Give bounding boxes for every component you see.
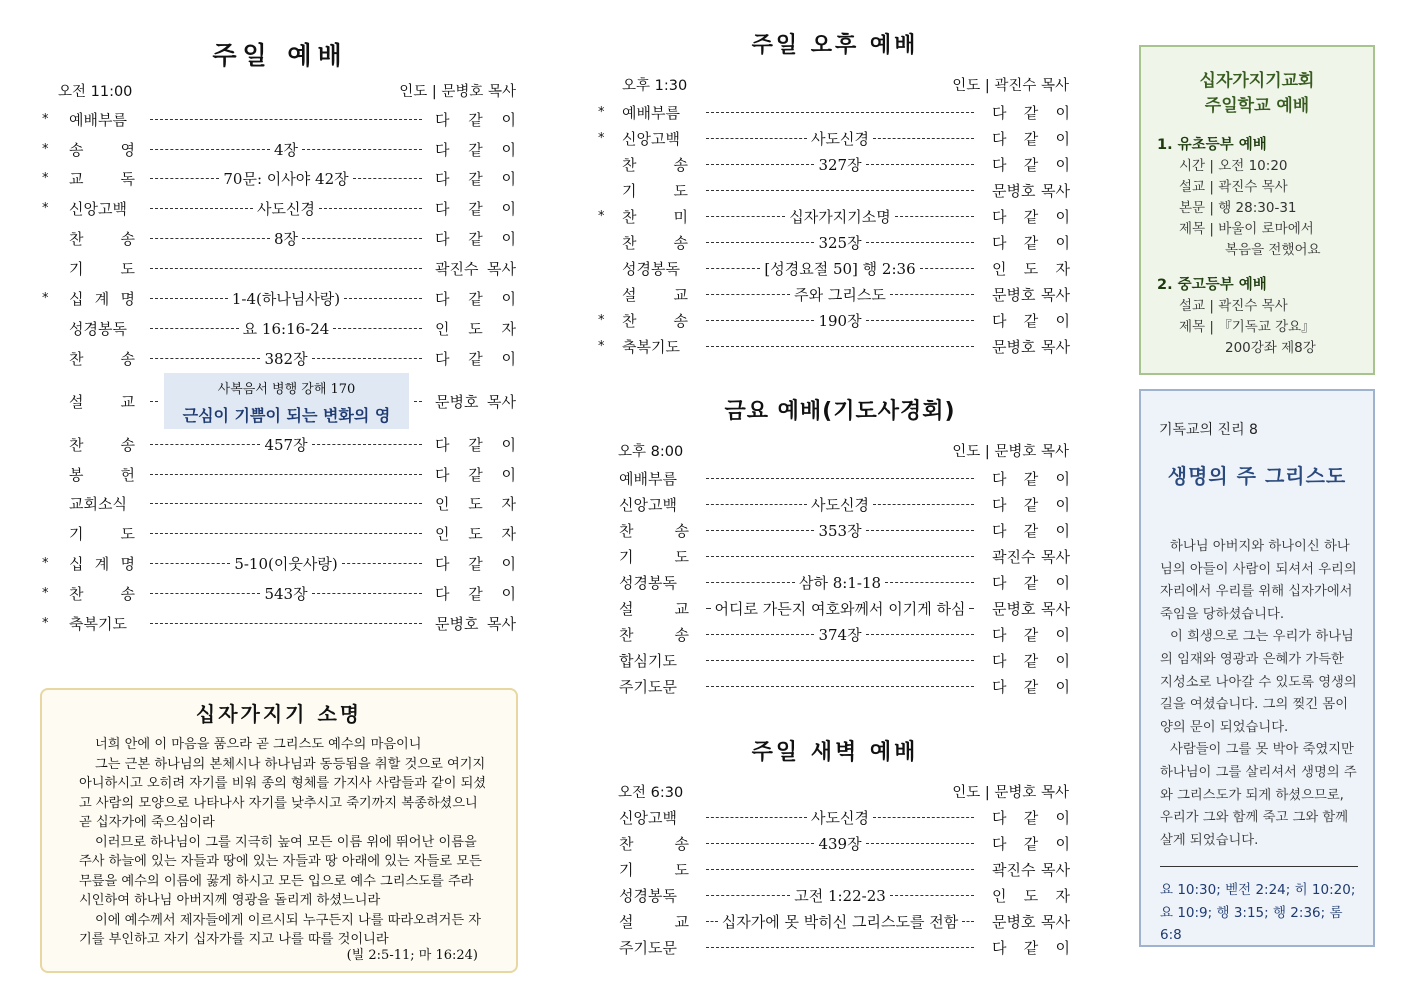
order-row [42,255,520,281]
order-item-name: 기 도 [69,524,135,543]
order-item-name: 송 영 [69,140,135,159]
order-item-detail-text: 사도신경 [811,495,869,514]
order-item-name: 성경봉독 [622,259,680,278]
order-item-name: 기 도 [622,181,688,200]
order-item-name: 합심기도 [619,651,677,670]
order-item-leader: 다 같 이 [435,229,516,248]
order-item-detail [706,232,974,253]
order-item-name: 찬 송 [619,625,689,644]
order-item-detail [150,318,422,339]
stand-marker: * [598,130,605,146]
order-item-detail [706,478,974,479]
order-item-name: 찬 송 [69,584,135,603]
order-item-detail-text: 십자가지기소명 [789,207,891,226]
calling-line: 너희 안에 이 마음을 품으라 곧 그리스도 예수의 마음이니 [95,737,422,752]
order-row [42,195,520,221]
order-item-name: 기 도 [69,259,135,278]
order-item-detail-text: 사도신경 [811,808,869,827]
order-item-leader: 문병호 목사 [992,337,1070,356]
order-item-leader: 다 같 이 [435,199,516,218]
order-item-name: 성경봉독 [69,319,127,338]
church-name: 십자가지기교회 [1199,71,1315,91]
elementary-text: 본문 | 행 28:30-31 [1179,200,1297,216]
order-item-name: 예배부름 [69,110,127,129]
truth-subtitle: 기독교의 진리 8 [1159,422,1258,438]
order-item-name: 찬 송 [619,521,689,540]
order-item-detail-text: 주와 그리스도 [794,285,886,304]
order-item-leader: 곽진수 목사 [992,860,1070,879]
truth-paragraph: 이 희생으로 그는 우리가 하나님의 임재와 영광과 은혜가 가득한 지성소로 나아갈 수 있도록 영생의 길을 여셨습니다. 그의 찢긴 몸이 양의 문이 되었습니다. [1160,629,1357,735]
order-item-detail [150,168,422,189]
order-item-detail [706,660,974,661]
order-item-name: 신앙고백 [69,199,127,218]
order-item-leader: 문병호 목사 [435,614,516,633]
order-item-detail-text: 325장 [818,233,862,252]
order-item-leader: 다 같 이 [435,110,516,129]
order-item-detail [150,228,422,249]
order-row [598,908,1073,934]
order-item-dash [414,401,422,402]
order-row [598,517,1073,543]
order-row [598,569,1073,595]
order-item-detail [706,494,974,515]
order-item-detail [706,833,974,854]
order-item-name: 주기도문 [619,677,677,696]
youth-subject-cont: 200강좌 제8강 [1225,340,1316,356]
order-item-detail [706,947,974,948]
stand-marker: * [598,312,605,328]
order-item-detail [150,119,422,120]
order-item-name: 찬 송 [69,349,135,368]
order-item-leader: 다 같 이 [435,435,516,454]
truth-paragraph: 하나님 아버지와 하나이신 하나님의 아들이 사람이 되셔서 우리의 자리에서 우리를 위해 십자가에서 죽임을 당하셨습니다. [1160,539,1357,622]
order-row [42,461,520,487]
elementary-details [1179,156,1373,261]
order-item-detail-text: 4장 [273,140,299,159]
calling-line: 그는 근본 하나님의 본체시나 하나님과 동등됨을 취할 것으로 여기지 아니하시고 오히려 자기를 비워 종의 형체를 가지사 사람들과 같이 되셨고 사람의 모양으로 나타나사 자기를 낮추시고 죽기까지 복종하셨으니 곧 십자가에 죽으심이라 [79,756,487,830]
order-item-name: 신앙고백 [622,129,680,148]
order-item-detail [706,154,974,175]
sunday-school-title [1141,69,1373,119]
elementary-subject: 제목 | 바울이 로마에서 [1179,221,1314,237]
order-item-leader: 문병호 목사 [992,285,1070,304]
order-item-detail [150,268,422,269]
order-row [42,520,520,546]
order-item-detail [706,284,974,305]
order-row [42,106,520,132]
order-item-leader: 다 같 이 [992,233,1070,252]
order-item-name: 설 교 [619,912,689,931]
dawn-time: 오전 6:30 [618,785,684,801]
order-row [598,621,1073,647]
friday-leader: 인도 | 문병호 목사 [952,444,1069,460]
afternoon-time: 오후 1:30 [622,78,688,94]
order-item-name: 기 도 [619,547,689,566]
order-item-detail-text: 5-10(이웃사랑) [234,554,338,573]
stand-marker: * [42,111,49,127]
order-row [598,307,1073,333]
order-item-detail-text: 고전 1:22-23 [794,886,886,905]
sunday-school-box [1139,45,1375,375]
order-item-leader: 다 같 이 [992,651,1070,670]
order-item-name: 설 교 [622,285,688,304]
sunday-meta [58,80,516,101]
order-item-detail-text: 1-4(하나님사랑) [231,289,341,308]
sermon-title-box [164,373,409,429]
order-item-detail [150,348,422,369]
order-row [598,229,1073,255]
stand-marker: * [598,104,605,120]
dawn-meta [618,781,1069,802]
order-item-leader: 다 같 이 [435,289,516,308]
order-item-name: 찬 송 [622,155,688,174]
afternoon-meta [622,74,1069,95]
order-row [598,647,1073,673]
truth-paragraph: 사람들이 그를 못 박아 죽였지만 하나님이 그를 살리셔서 생명의 주와 그리스도가 되게 하셨으므로, 우리가 그와 함께 죽고 그와 함께 살게 되었습니다. [1160,742,1357,848]
order-item-detail [706,686,974,687]
order-item-detail [706,346,974,347]
order-item-leader: 다 같 이 [992,311,1070,330]
order-item-leader: 다 같 이 [992,677,1070,696]
order-row [598,465,1073,491]
youth-section [1157,273,1373,359]
order-row [42,580,520,606]
order-item-detail [706,885,974,906]
sermon-series: 사복음서 병행 강해 170 [217,382,356,397]
order-item-name: 축복기도 [622,337,680,356]
order-row [598,151,1073,177]
order-row [598,203,1073,229]
order-item-name: 찬 송 [69,435,135,454]
stand-marker: * [42,585,49,601]
order-item-detail-text: 327장 [818,155,862,174]
order-row [598,177,1073,203]
order-item-leader: 다 같 이 [435,584,516,603]
order-item-leader: 곽진수 목사 [992,547,1070,566]
order-item-detail [706,520,974,541]
order-item-name: 십 계 명 [69,554,135,573]
truth-title: 생명의 주 그리스도 [1167,464,1347,488]
order-row [42,490,520,516]
order-item-name: 예배부름 [622,103,680,122]
youth-subject: 제목 | 『기독교 강요』 [1179,319,1315,335]
order-item-leader: 다 같 이 [992,469,1070,488]
order-item-leader: 인 도 자 [435,319,516,338]
friday-time: 오후 8:00 [618,444,684,460]
order-item-detail [706,112,974,113]
order-item-detail-text: 353장 [818,521,862,540]
order-item-detail [150,553,422,574]
friday-meta [618,440,1069,461]
order-item-detail [706,310,974,331]
order-item-detail-text: 439장 [818,834,862,853]
stand-marker: * [42,141,49,157]
order-item-name: 성경봉독 [619,886,677,905]
order-item-leader: 다 같 이 [435,349,516,368]
sunday-time: 오전 11:00 [58,84,133,100]
order-item-name: 신앙고백 [619,808,677,827]
order-item-detail [706,911,974,932]
truth-body [1160,536,1358,852]
calling-box [40,688,518,973]
order-item-detail-text: 삼하 8:1-18 [798,573,882,592]
order-row [42,431,520,457]
order-row [598,543,1073,569]
elementary-section [1157,133,1373,261]
order-item-leader: 다 같 이 [992,625,1070,644]
sunday-title: 주일 예배 [212,41,348,70]
order-item-leader: 다 같 이 [992,103,1070,122]
order-item-name: 신앙고백 [619,495,677,514]
order-row [42,165,520,191]
order-item-leader: 다 같 이 [992,495,1070,514]
order-item-name: 설 교 [619,599,689,618]
truth-references: 요 10:30; 벧전 2:24; 히 10:20; 요 10:9; 행 3:15; 행 2:36; 롬 6:8 [1160,882,1356,944]
calling-line: 이러므로 하나님이 그를 지극히 높여 모든 이름 위에 뛰어난 이름을 주사 하늘에 있는 자들과 땅에 있는 자들과 땅 아래에 있는 자들로 모든 무릎을 예수의 이름에 꿇게 하시고 모든 입으로 예수 그리스도를 주라 시인하여 하나님 아버지께 영광을 돌리게 하셨느니라 [79,834,482,908]
order-item-leader: 다 같 이 [435,169,516,188]
order-item-leader: 다 같 이 [435,140,516,159]
calling-reference: (빌 2:5-11; 마 16:24) [346,948,478,963]
stand-marker: * [42,170,49,186]
order-item-detail-text: 543장 [264,584,308,603]
order-item-name: 찬 송 [622,233,688,252]
order-item-detail-text: 사도신경 [811,129,869,148]
order-item-leader: 다 같 이 [992,938,1070,957]
order-item-name: 찬 송 [69,229,135,248]
stand-marker: * [42,290,49,306]
stand-marker: * [598,338,605,354]
order-row [42,610,520,636]
order-item-leader: 다 같 이 [992,207,1070,226]
order-item-name: 설 교 [69,392,135,411]
order-item-detail [706,128,974,149]
order-row [42,345,520,371]
order-item-name: 축복기도 [69,614,127,633]
order-item-detail [706,190,974,191]
order-item-leader: 다 같 이 [992,808,1070,827]
order-row [598,804,1073,830]
order-row [598,934,1073,960]
order-item-detail [150,139,422,160]
order-item-detail [150,198,422,219]
dawn-title: 주일 새벽 예배 [751,740,919,765]
order-item-leader: 인 도 자 [435,524,516,543]
order-item-detail [706,258,974,279]
order-row [42,315,520,341]
order-item-name: 십 계 명 [69,289,135,308]
order-item-leader: 다 같 이 [992,834,1070,853]
order-row [598,830,1073,856]
order-item-leader: 인 도 자 [992,259,1070,278]
elementary-preacher: 설교 | 곽진수 목사 [1179,179,1288,195]
order-item-name: 봉 헌 [69,465,135,484]
order-row [598,595,1073,621]
order-item-detail [706,598,974,619]
sunday-leader: 인도 | 문병호 목사 [399,84,516,100]
elementary-heading: 1. 유초등부 예배 [1157,137,1267,153]
order-row [598,882,1073,908]
order-item-detail-text: 8장 [273,229,299,248]
calling-text [79,735,489,950]
order-row [42,136,520,162]
order-item-name: 교 독 [69,169,135,188]
order-item-leader: 다 같 이 [992,521,1070,540]
order-item-name: 찬 미 [622,207,688,226]
sermon-title: 근심이 기쁨이 되는 변화의 영 [182,406,391,425]
stand-marker: * [42,615,49,631]
dawn-leader: 인도 | 문병호 목사 [952,785,1069,801]
stand-marker: * [42,555,49,571]
order-item-detail [706,206,974,227]
order-row [598,491,1073,517]
order-item-leader: 문병호 목사 [992,181,1070,200]
order-item-detail-text: 사도신경 [257,199,315,218]
order-item-detail-text: 374장 [818,625,862,644]
school-worship-label: 주일학교 예배 [1204,96,1310,116]
order-item-name: 주기도문 [619,938,677,957]
order-item-detail [150,623,422,624]
order-row [598,673,1073,699]
order-row [598,281,1073,307]
order-item-name: 기 도 [619,860,689,879]
order-item-leader: 다 같 이 [435,465,516,484]
order-item-leader: 인 도 자 [992,886,1070,905]
order-item-detail [150,288,422,309]
friday-title: 금요 예배(기도사경회) [724,399,956,424]
order-item-detail [706,556,974,557]
order-item-name: 교회소식 [69,494,127,513]
order-row [598,856,1073,882]
order-item-detail [150,474,422,475]
order-item-detail [150,583,422,604]
order-row [42,225,520,251]
order-item-leader: 곽진수 목사 [435,259,516,278]
order-item-leader: 문병호 목사 [992,912,1070,931]
calling-line: 이에 예수께서 제자들에게 이르시되 누구든지 나를 따라오려거든 자기를 부인하고 자기 십자가를 지고 나를 따를 것이니라 [79,912,482,947]
order-item-leader: 인 도 자 [435,494,516,513]
order-item-detail-text: [성경요절 50] 행 2:36 [764,259,916,278]
order-item-detail-text: 382장 [264,349,308,368]
order-row [42,285,520,311]
elementary-time: 시간 | 오전 10:20 [1179,158,1288,174]
order-item-leader: 다 같 이 [992,573,1070,592]
order-item-name: 예배부름 [619,469,677,488]
truth-box [1139,389,1375,947]
order-row [598,99,1073,125]
order-item-detail [706,807,974,828]
elementary-subject-cont: 복음을 전했어요 [1225,242,1321,258]
order-item-detail-text: 요 16:16-24 [242,319,330,338]
order-item-detail-text: 70문: 이사야 42장 [223,169,349,188]
order-item-detail-text: 어디로 가든지 여호와께서 이기게 하심 [714,599,966,618]
truth-divider [1160,866,1358,867]
youth-preacher: 설교 | 곽진수 목사 [1179,298,1288,314]
calling-title: 십자가지기 소명 [195,702,363,726]
order-item-detail [706,572,974,593]
order-item-detail [150,533,422,534]
order-item-detail-text: 190장 [818,311,862,330]
order-item-detail-text: 십자가에 못 박히신 그리스도를 전함 [721,912,959,931]
youth-heading: 2. 중고등부 예배 [1157,277,1267,293]
order-item-leader: 문병호 목사 [435,392,516,411]
afternoon-leader: 인도 | 곽진수 목사 [952,78,1069,94]
order-item-detail [150,503,422,504]
stand-marker: * [42,200,49,216]
order-item-leader: 문병호 목사 [992,599,1070,618]
order-item-leader: 다 같 이 [992,155,1070,174]
order-row [42,550,520,576]
order-item-detail [706,624,974,645]
order-item-leader: 다 같 이 [992,129,1070,148]
order-row [598,125,1073,151]
afternoon-title: 주일 오후 예배 [751,33,919,58]
order-item-detail [150,434,422,455]
order-row [598,333,1073,359]
stand-marker: * [598,208,605,224]
order-item-dash [150,401,158,402]
order-item-name: 성경봉독 [619,573,677,592]
order-item-detail [706,869,974,870]
order-item-name: 찬 송 [622,311,688,330]
youth-details [1179,296,1373,359]
order-item-detail-text: 457장 [264,435,308,454]
order-row [598,255,1073,281]
order-item-name: 찬 송 [619,834,689,853]
order-item-leader: 다 같 이 [435,554,516,573]
